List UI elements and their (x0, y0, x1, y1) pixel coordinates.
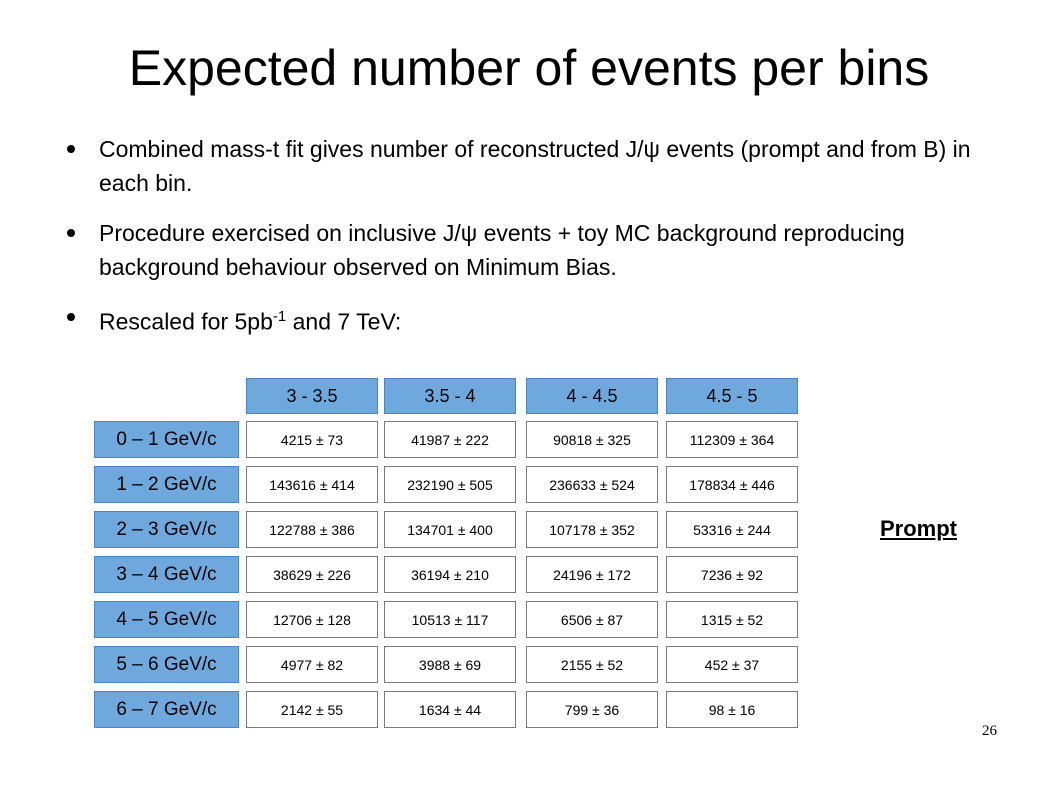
table-cell: 7236 ± 92 (666, 556, 798, 593)
table-cell: 10513 ± 117 (384, 601, 516, 638)
row-label: 5 – 6 GeV/c (94, 646, 239, 683)
bullet-text-pre: Rescaled for 5pb (99, 308, 273, 335)
row-label: 0 – 1 GeV/c (94, 421, 239, 458)
table-cell: 36194 ± 210 (384, 556, 516, 593)
row-label: 4 – 5 GeV/c (94, 601, 239, 638)
table-cell: 53316 ± 244 (666, 511, 798, 548)
table-cell: 90818 ± 325 (526, 421, 658, 458)
column-header: 3.5 - 4 (384, 378, 516, 414)
row-label: 2 – 3 GeV/c (94, 511, 239, 548)
slide-title: Expected number of events per bins (128, 40, 930, 96)
table-cell: 41987 ± 222 (384, 421, 516, 458)
table-cell: 12706 ± 128 (246, 601, 378, 638)
table-cell: 2155 ± 52 (526, 646, 658, 683)
table-cell: 38629 ± 226 (246, 556, 378, 593)
table-cell: 3988 ± 69 (384, 646, 516, 683)
bullet-text: Procedure exercised on inclusive J/ψ events + toy MC background reproducing background behaviour observed on Minimum Bias. (99, 220, 905, 280)
table-cell: 6506 ± 87 (526, 601, 658, 638)
bullet-dot-icon (67, 313, 75, 321)
table-cell: 1315 ± 52 (666, 601, 798, 638)
row-label: 3 – 4 GeV/c (94, 556, 239, 593)
bullet-text-post: and 7 TeV: (286, 308, 402, 335)
bullet-dot-icon (67, 145, 75, 153)
table-cell: 452 ± 37 (666, 646, 798, 683)
table-cell: 143616 ± 414 (246, 466, 378, 503)
bullet-dot-icon (67, 229, 75, 237)
table-cell: 178834 ± 446 (666, 466, 798, 503)
table-cell: 134701 ± 400 (384, 511, 516, 548)
bullet-item (64, 300, 1024, 339)
column-header: 3 - 3.5 (246, 378, 378, 414)
table-cell: 107178 ± 352 (526, 511, 658, 548)
page-number: 26 (982, 723, 997, 739)
table-cell: 2142 ± 55 (246, 691, 378, 728)
row-label: 1 – 2 GeV/c (94, 466, 239, 503)
table-cell: 232190 ± 505 (384, 466, 516, 503)
table-cell: 112309 ± 364 (666, 421, 798, 458)
table-cell: 98 ± 16 (666, 691, 798, 728)
bullet-item (64, 216, 1024, 284)
bullet-text: Combined mass-t fit gives number of reconstructed J/ψ events (prompt and from B) in each bin. (99, 136, 971, 196)
bullet-superscript: -1 (272, 308, 287, 325)
table-cell: 24196 ± 172 (526, 556, 658, 593)
bullet-item (64, 132, 1024, 200)
table-cell: 4215 ± 73 (246, 421, 378, 458)
table-cell: 4977 ± 82 (246, 646, 378, 683)
column-header: 4 - 4.5 (526, 378, 658, 414)
row-label: 6 – 7 GeV/c (94, 691, 239, 728)
column-header: 4.5 - 5 (666, 378, 798, 414)
prompt-label: Prompt (880, 516, 957, 541)
table-cell: 236633 ± 524 (526, 466, 658, 503)
table-cell: 799 ± 36 (526, 691, 658, 728)
table-cell: 1634 ± 44 (384, 691, 516, 728)
bullet-list (64, 132, 1024, 355)
table-cell: 122788 ± 386 (246, 511, 378, 548)
